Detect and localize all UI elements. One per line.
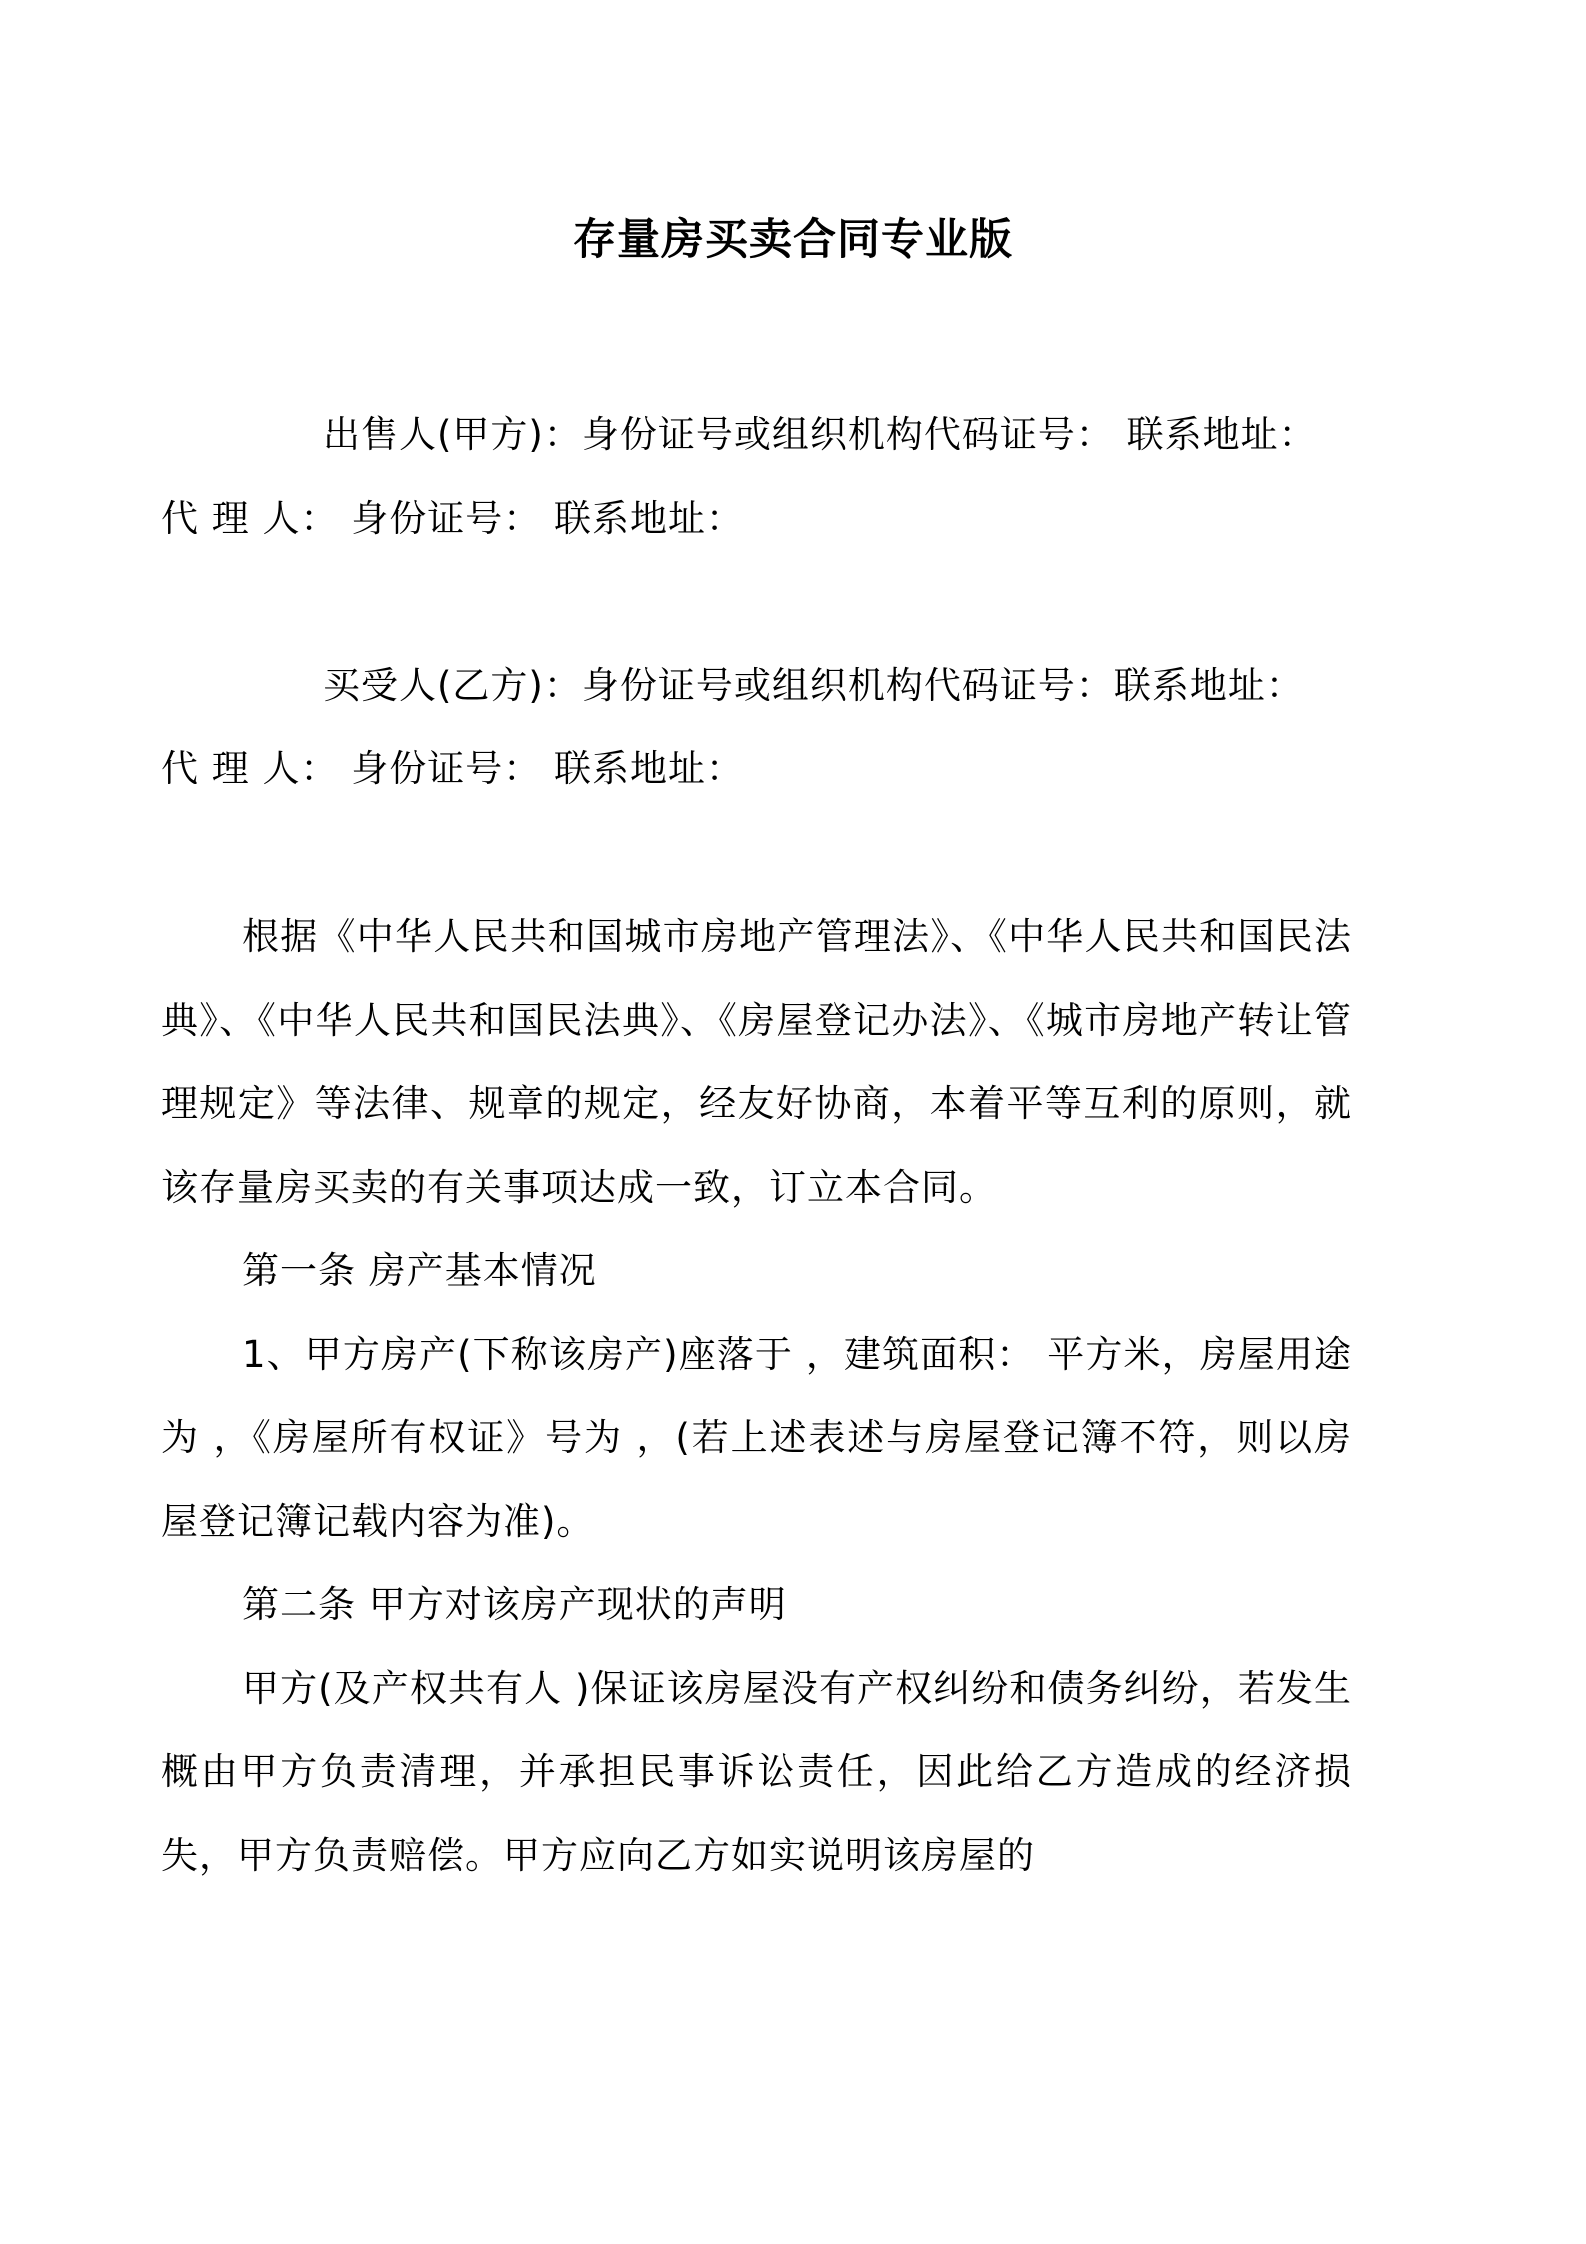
- document-body-main: [161, 895, 1352, 1897]
- document-title: 存量房买卖合同专业版: [573, 215, 1013, 265]
- article1-clause1: 1、甲方房产(下称该房产)座落于 ，建筑面积： 平方米，房屋用途为 ，《房屋所有权证》号为 ，(若上述表述与房屋登记簿不符，则以房屋登记簿记载内容为准)。: [161, 1332, 1352, 1543]
- article1-heading: 第一条 房产基本情况: [242, 1249, 597, 1292]
- article2-heading: 第二条 甲方对该房产现状的声明: [242, 1583, 787, 1626]
- document-body: [161, 393, 1352, 894]
- preamble-paragraph: 根据《中华人民共和国城市房地产管理法》、《中华人民共和国民法典》、《中华人民共和国民法典》、《房屋登记办法》、《城市房地产转让管理规定》等法律、规章的规定，经友好协商，本着平等互利的原则，就该存量房买卖的有关事项达成一致，订立本合同。: [161, 915, 1352, 1209]
- seller-agent-line: 代 理 人： 身份证号： 联系地址：: [161, 496, 745, 540]
- article2-paragraph: 甲方(及产权共有人 )保证该房屋没有产权纠纷和债务纠纷，若发生概由甲方负责清理，并承担民事诉讼责任，因此给乙方造成的经济损失，甲方负责赔偿。甲方应向乙方如实说明该房屋的: [161, 1666, 1352, 1877]
- buyer-info-line: 买受人(乙方)：身份证号或组织机构代码证号：联系地址：: [323, 663, 1304, 707]
- blank-line: [242, 560, 1352, 644]
- blank-line: [242, 811, 1352, 895]
- buyer-agent-line: 代 理 人： 身份证号： 联系地址：: [161, 747, 745, 790]
- seller-info-line: 出售人(甲方)：身份证号或组织机构代码证号： 联系地址：: [323, 413, 1317, 456]
